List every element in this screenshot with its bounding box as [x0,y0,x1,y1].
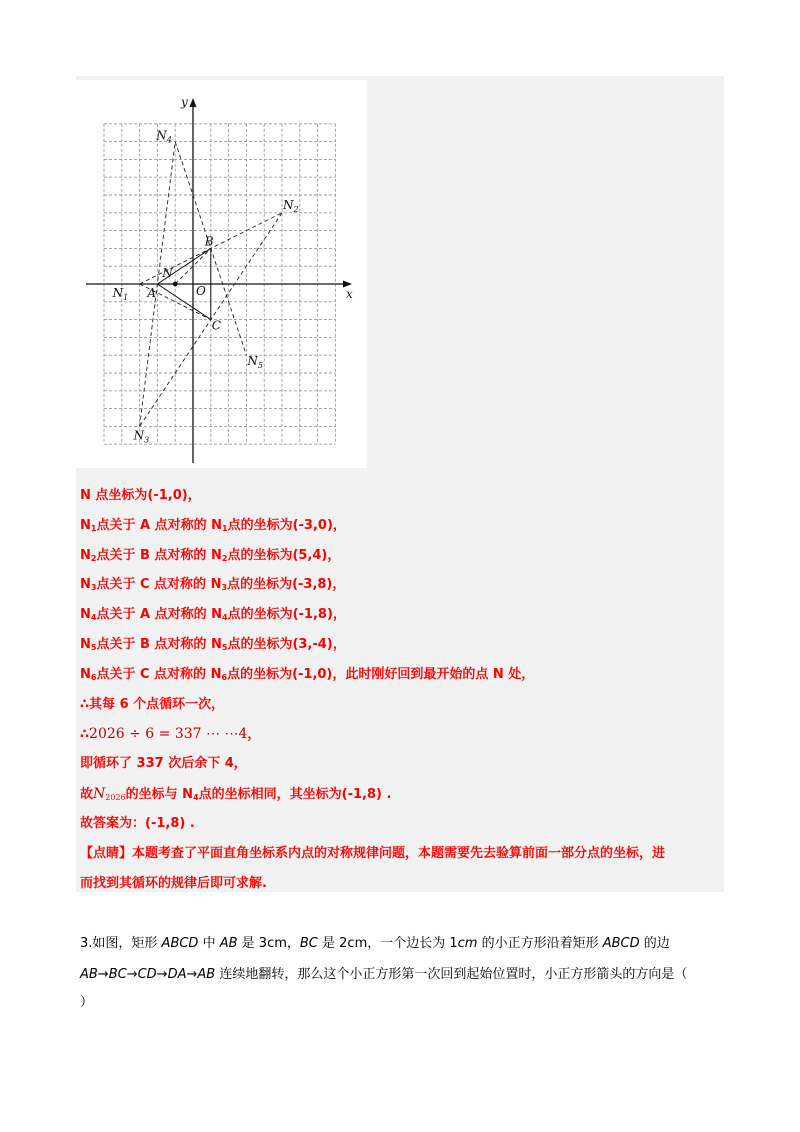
label-n5: $N_5$ [247,354,263,371]
solution-line-7: $N_6$点关于 C 点对称的 $N_6$点的坐标为(-1,0)，此时刚好回到最开始的点 N 处， [80,667,535,682]
label-n4: $N_4$ [156,128,172,145]
coordinate-plane [76,80,367,468]
solution-line-4: $N_3$点关于 C 点对称的 $N_3$点的坐标为(-3,8)， [80,577,346,592]
x-axis-label: x [346,287,353,301]
solution-line-10: 即循环了 337 次后余下 4， [80,756,247,771]
label-n1: $N_1$ [112,286,129,302]
solution-line-6: $N_5$点关于 B 点对称的 $N_5$点的坐标为(3,-4)， [80,637,346,652]
label-a: A [147,286,157,300]
label-n2: $N_2$ [283,197,299,214]
solution-line-8: ∴其每 6 个点循环一次， [80,697,225,712]
comment-line-1: 【点睛】本题考查了平面直角坐标系内点的对称规律问题，本题需要先去验算前面一部分点的坐标，进 [80,846,666,861]
point-n-dot [173,282,178,287]
comment-line-2: 而找到其循环的规律后即可求解. [80,876,267,891]
label-n3: $N_3$ [133,428,150,445]
solution-line-3: $N_2$点关于 B 点对称的 $N_2$点的坐标为(5,4)， [80,548,341,563]
solution-answer: 故答案为：(-1,8) . [80,816,195,831]
coordinate-figure [76,80,367,468]
label-n: N [162,266,173,280]
question-line-2: AB→BC→CD→DA→AB 连续地翻转，那么这个小正方形第一次回到起始位置时，小正方形箭头的方向是（ [80,967,688,982]
solution-line-5: $N_4$点关于 A 点对称的 $N_4$点的坐标为(-1,8)， [80,607,346,622]
label-b: B [204,234,214,249]
origin-label: O [196,284,206,298]
solution-line-2: $N_1$点关于 A 点对称的 $N_1$点的坐标为(-3,0)， [80,518,346,533]
label-c: C [211,318,221,333]
solution-line-11: 故$N_{2026}$的坐标与 $N_4$点的坐标相同，其坐标为(-1,8) . [80,786,392,802]
division-formula: 2026 ÷ 6 = 337 ⋯ ⋯4 [89,726,248,742]
question-line-3: ） [80,995,94,1010]
question-line-1: 3.如图，矩形 ABCD 中 AB 是 3cm，BC 是 2cm，一个边长为 1cm 的小正方形沿着矩形 ABCD 的边 [80,936,670,951]
solution-line-9: ∴2026 ÷ 6 = 337 ⋯ ⋯4， [80,726,261,742]
solution-line-1: N 点坐标为(-1,0)， [80,488,201,503]
y-axis-label: y [181,95,188,109]
y-axis-arrow [190,98,197,107]
